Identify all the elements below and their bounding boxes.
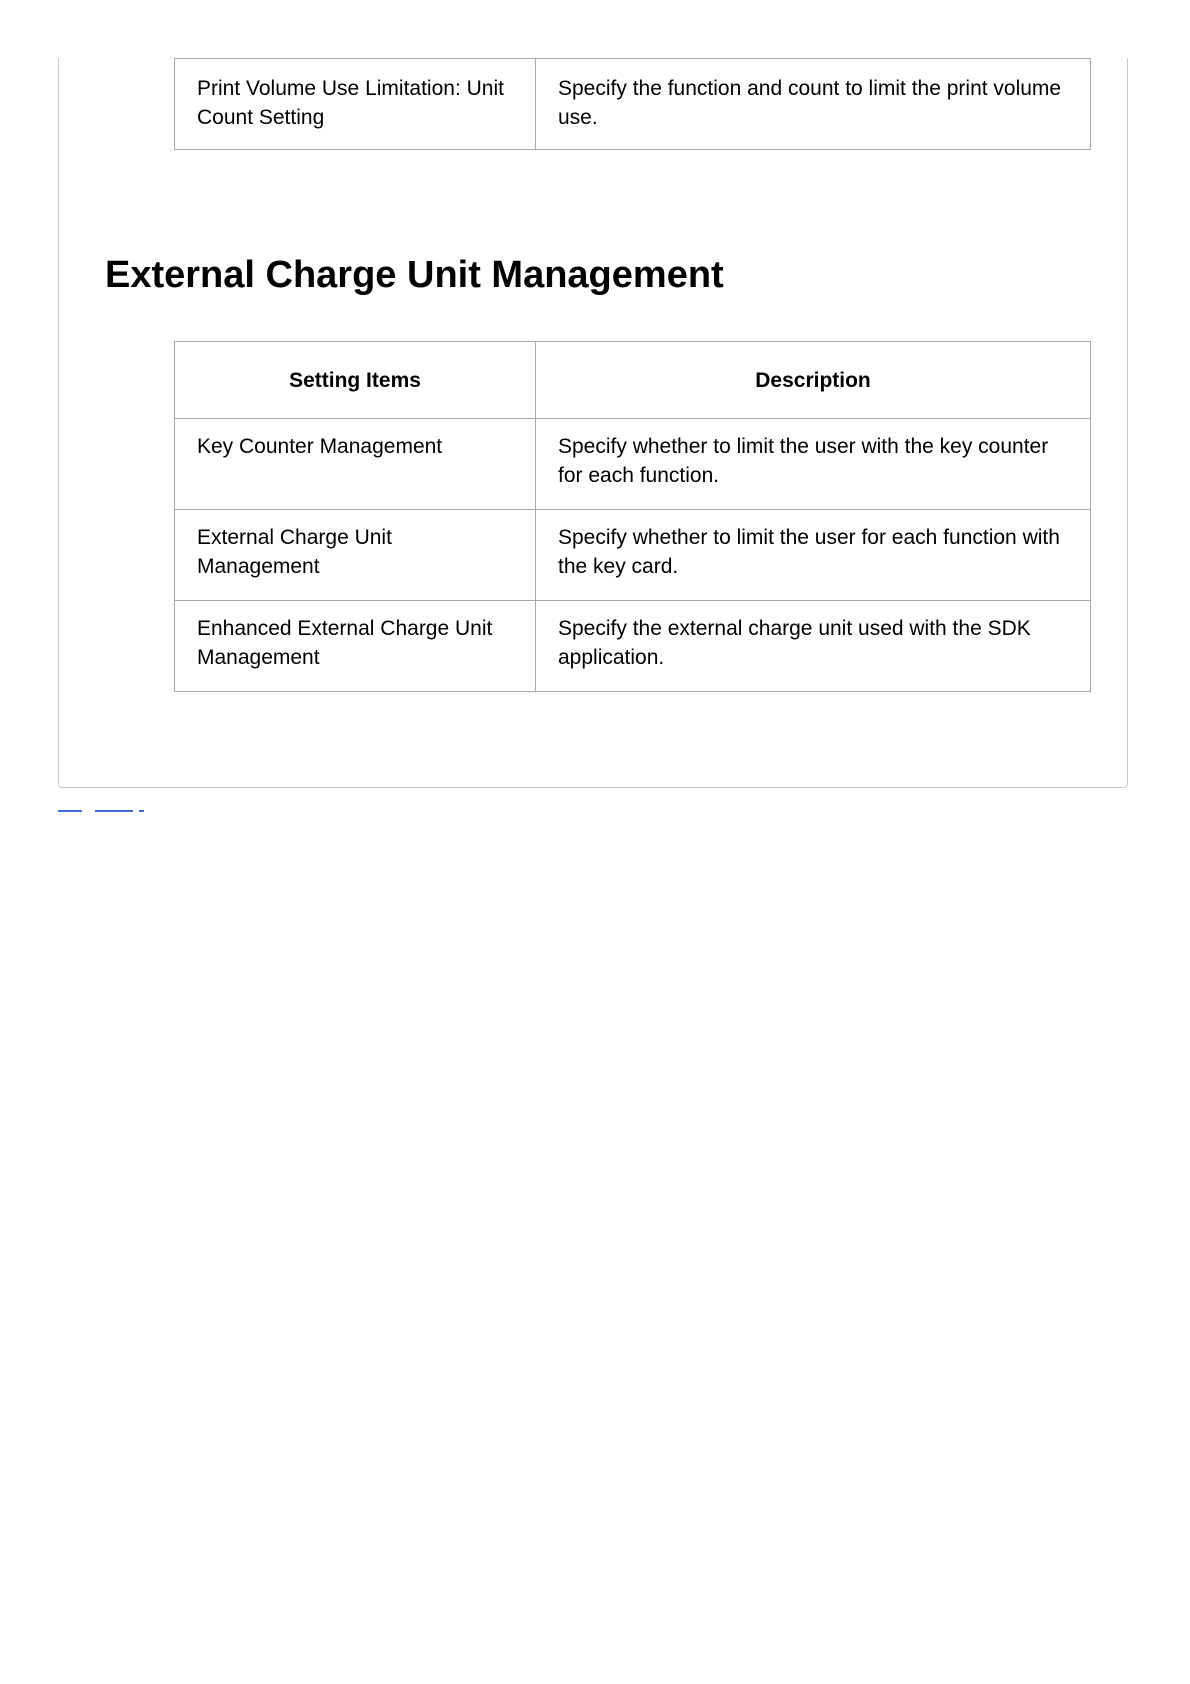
table-row [175,510,1091,601]
setting-item-cell: Key Counter Management [175,419,536,510]
footer-link-1[interactable] [58,798,82,812]
settings-table-continued [174,58,1091,150]
table-header-row [175,342,1091,419]
table-row [175,601,1091,692]
setting-item-cell: External Charge Unit Management [175,510,536,601]
external-charge-unit-table [174,341,1091,692]
description-cell: Specify whether to limit the user for each function with the key card. [536,510,1091,601]
description-cell: Specify whether to limit the user with the key counter for each function. [536,419,1091,510]
section-heading: External Charge Unit Management [105,254,724,296]
footer-link-2[interactable] [95,798,133,812]
description-cell: Specify the external charge unit used with the SDK application. [536,601,1091,692]
table-row [175,419,1091,510]
description-cell: Specify the function and count to limit the print volume use. [536,59,1091,150]
table-row [175,59,1091,150]
footer-link-3[interactable] [139,798,144,812]
setting-item-cell: Print Volume Use Limitation: Unit Count Setting [175,59,536,150]
column-header-setting-items: Setting Items [175,342,536,419]
setting-item-cell: Enhanced External Charge Unit Management [175,601,536,692]
column-header-description: Description [536,342,1091,419]
